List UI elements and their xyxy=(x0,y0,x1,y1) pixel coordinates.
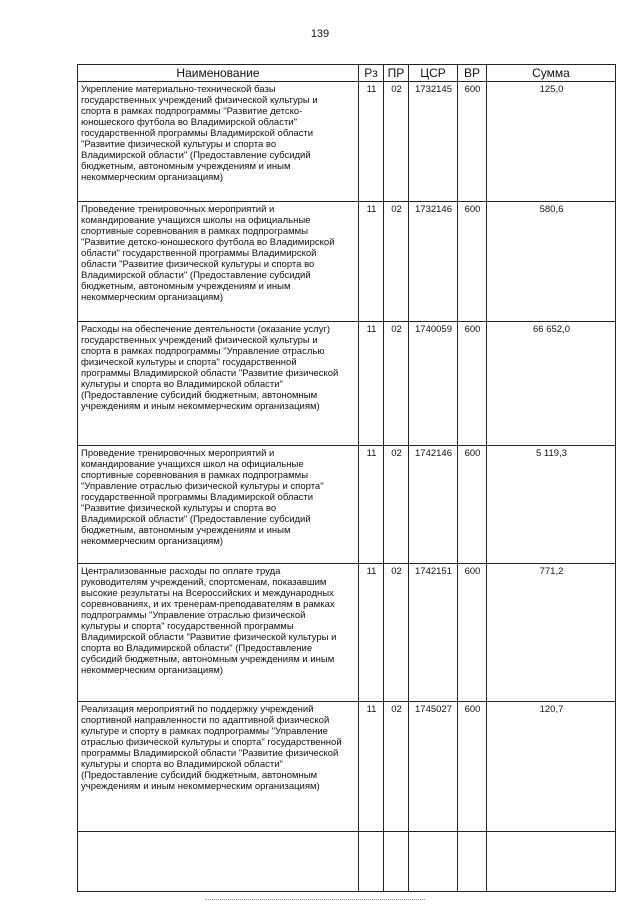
row-csr: 1732146 xyxy=(409,202,458,322)
row-rz: 11 xyxy=(359,702,384,832)
row-sum: 771,2 xyxy=(487,564,616,702)
budget-table xyxy=(77,64,616,892)
row-pr: 02 xyxy=(384,82,409,202)
row-vr: 600 xyxy=(458,202,487,322)
row-sum: 5 119,3 xyxy=(487,446,616,564)
table-header-row xyxy=(78,65,616,82)
row-sum: 580,6 xyxy=(487,202,616,322)
row-rz: 11 xyxy=(359,322,384,446)
table-row-empty xyxy=(78,832,616,892)
row-vr: 600 xyxy=(458,82,487,202)
row-sum-empty xyxy=(487,832,616,892)
row-vr: 600 xyxy=(458,322,487,446)
row-pr: 02 xyxy=(384,702,409,832)
row-rz: 11 xyxy=(359,82,384,202)
row-vr: 600 xyxy=(458,702,487,832)
header-rz: Рз xyxy=(359,65,384,82)
header-csr: ЦСР xyxy=(409,65,458,82)
header-sum: Сумма xyxy=(487,65,616,82)
table-row xyxy=(78,202,616,322)
table-row xyxy=(78,82,616,202)
header-pr: ПР xyxy=(384,65,409,82)
table-row xyxy=(78,446,616,564)
row-pr: 02 xyxy=(384,202,409,322)
row-sum: 120,7 xyxy=(487,702,616,832)
row-sum: 66 652,0 xyxy=(487,322,616,446)
row-vr: 600 xyxy=(458,564,487,702)
row-pr: 02 xyxy=(384,564,409,702)
row-csr: 1740059 xyxy=(409,322,458,446)
row-rz: 11 xyxy=(359,202,384,322)
row-rz: 11 xyxy=(359,564,384,702)
table-row xyxy=(78,702,616,832)
row-csr: 1732145 xyxy=(409,82,458,202)
row-name-empty xyxy=(78,832,359,892)
row-vr-empty xyxy=(458,832,487,892)
row-name: Проведение тренировочных мероприятий и командирование учащихся школы на официальные спортивные соревнования в рамках подпрограммы "Развитие детско-юношеского футбола во Владимирской области" государственной программы Владимирской области "Развитие физической культуры и спорта во Владимирской области" (Предоставление субсидий бюджетным, автономным учреждениям и иным некоммерческим организациям) xyxy=(78,202,359,322)
header-name: Наименование xyxy=(78,65,359,82)
row-csr: 1745027 xyxy=(409,702,458,832)
page-number: 139 xyxy=(310,28,330,40)
bottom-edge-mark xyxy=(205,899,425,900)
table-row xyxy=(78,322,616,446)
row-pr: 02 xyxy=(384,446,409,564)
header-vr: ВР xyxy=(458,65,487,82)
row-name: Реализация мероприятий по поддержку учреждений спортивной направленности по адаптивной физической культуре и спорту в рамках подпрограммы "Управление отраслью физической культуры и спорта" государственной программы Владимирской области "Развитие физической культуры и спорта во Владимирской области" (Предоставление субсидий бюджетным, автономным учреждениям и иным некоммерческим организациям) xyxy=(78,702,359,832)
row-rz-empty xyxy=(359,832,384,892)
table-row xyxy=(78,564,616,702)
row-name: Расходы на обеспечение деятельности (оказание услуг) государственных учреждений физической культуры и спорта в рамках подпрограммы "Управление отраслью физической культуры и спорта" государственной программы Владимирской области "Развитие физической культуры и спорта во Владимирской области" (Предоставление субсидий бюджетным, автономным учреждениям и иным некоммерческим организациям) xyxy=(78,322,359,446)
row-pr-empty xyxy=(384,832,409,892)
row-sum: 125,0 xyxy=(487,82,616,202)
row-csr-empty xyxy=(409,832,458,892)
row-name: Проведение тренировочных мероприятий и командирование учащихся школ на официальные спортивные соревнования в рамках подпрограммы "Управление отраслью физической культуры и спорта" государственной программы Владимирской области "Развитие физической культуры и спорта во Владимирской области" (Предоставление субсидий бюджетным, автономным учреждениям и иным некоммерческим организациям) xyxy=(78,446,359,564)
row-csr: 1742146 xyxy=(409,446,458,564)
row-pr: 02 xyxy=(384,322,409,446)
row-csr: 1742151 xyxy=(409,564,458,702)
row-name: Централизованные расходы по оплате труда руководителям учреждений, спортсменам, показавшим высокие результаты на Всероссийских и международных соревнованиях, и их тренерам-преподавателям в рамках подпрограммы "Управление отраслью физической культуры и спорта" государственной программы Владимирской области "Развитие физической культуры и спорта во Владимирской области" (Предоставление субсидий бюджетным, автономным учреждениям и иным некоммерческим организациям) xyxy=(78,564,359,702)
row-rz: 11 xyxy=(359,446,384,564)
row-name: Укрепление материально-технической базы государственных учреждений физической культуры и спорта в рамках подпрограммы "Развитие детско- юношеского футбола во Владимирской области" государственной программы Владимирской области "Развитие физической культуры и спорта во Владимирской области" (Предоставление субсидий бюджетным, автономным учреждениям и иным некоммерческим организациям) xyxy=(78,82,359,202)
row-vr: 600 xyxy=(458,446,487,564)
